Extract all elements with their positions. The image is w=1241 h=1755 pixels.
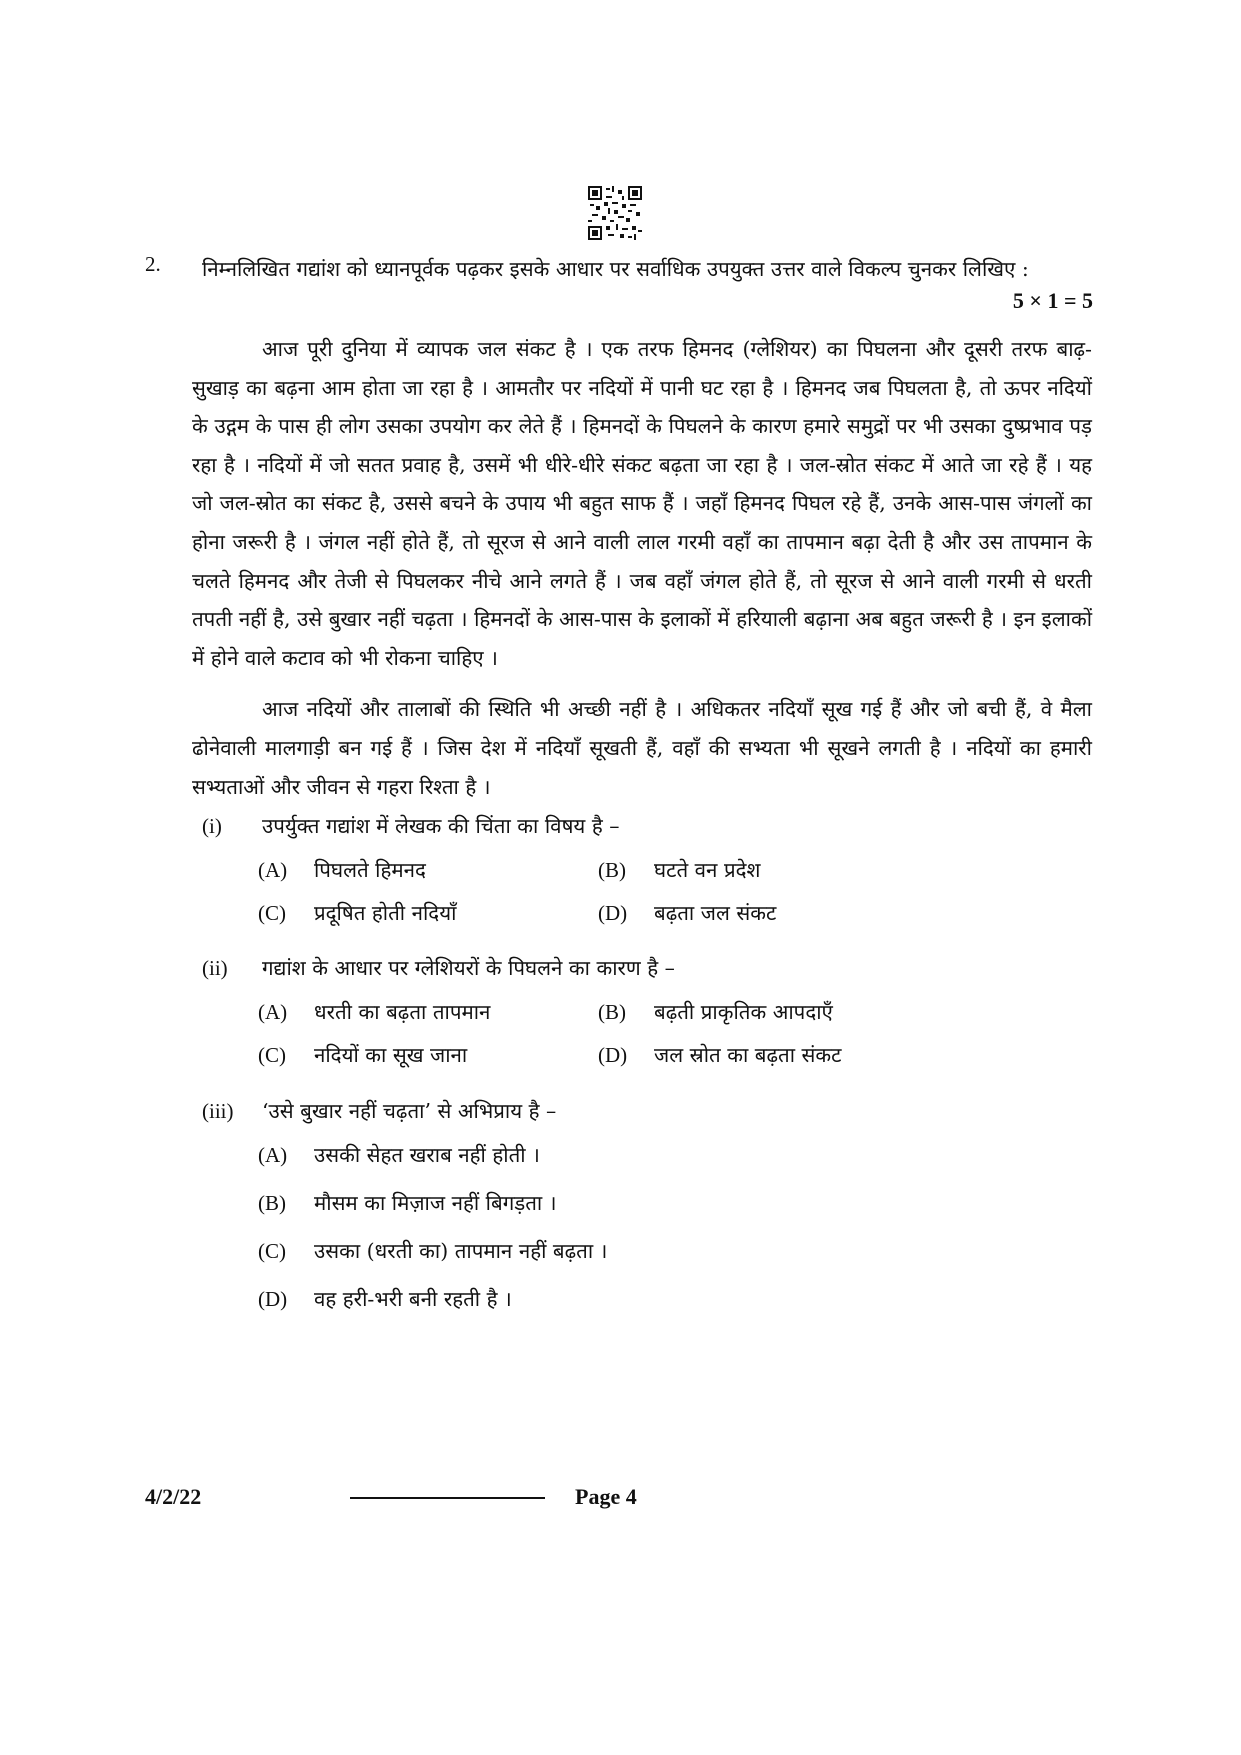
option-text: पिघलते हिमनद <box>314 858 426 882</box>
option[interactable] <box>258 1285 512 1313</box>
option-label: (D) <box>598 901 628 925</box>
option-text: मौसम का मिज़ाज नहीं बिगड़ता । <box>314 1191 557 1215</box>
option-text: उसका (धरती का) तापमान नहीं बढ़ता । <box>314 1239 608 1263</box>
subquestion-text: उपर्युक्त गद्यांश में लेखक की चिंता का विषय है – <box>262 814 620 838</box>
option-text: प्रदूषित होती नदियाँ <box>314 901 457 925</box>
passage-paragraph: आज नदियों और तालाबों की स्थिति भी अच्छी नहीं है । अधिकतर नदियाँ सूख गई हैं और जो बची हैं, वे मैला ढोनेवाली मालगाड़ी बन गई हैं । जिस देश में नदियाँ सूखती हैं, वहाँ की सभ्यता भी सूखने लगती है । नदियों का हमारी सभ्यताओं और जीवन से गहरा रिश्ता है । <box>192 697 1092 799</box>
subquestion <box>202 954 675 982</box>
passage-paragraph: आज पूरी दुनिया में व्यापक जल संकट है । एक तरफ हिमनद (ग्लेशियर) का पिघलना और दूसरी तरफ बाढ़-सुखाड़ का बढ़ना आम होता जा रहा है । आमतौर पर नदियों में पानी घट रहा है । हिमनद जब पिघलता है, तो ऊपर नदियों के उद्गम के पास ही लोग उसका उपयोग कर लेते हैं । हिमनदों के पिघलने के कारण हमारे समुद्रों पर भी उसका दुष्प्रभाव पड़ रहा है । नदियों में जो सतत प्रवाह है, उसमें भी धीरे-धीरे संकट बढ़ता जा रहा है । जल-स्रोत संकट में आते जा रहे हैं । यह जो जल-स्रोत का संकट है, उससे बचने के उपाय भी बहुत साफ हैं । जहाँ हिमनद पिघल रहे हैं, उनके आस-पास जंगलों का होना जरूरी है । जंगल नहीं होते हैं, तो सूरज से आने वाली लाल गरमी वहाँ का तापमान बढ़ा देती है और उस तापमान के चलते हिमनद और तेजी से पिघलकर नीचे आने लगते हैं । जब वहाँ जंगल होते हैं, तो सूरज से आने वाली गरमी से धरती तपती नहीं है, उसे बुखार नहीं चढ़ता । हिमनदों के आस-पास के इलाकों में हरियाली बढ़ाना अब बहुत जरूरी है । इन इलाकों में होने वाले कटाव को भी रोकना चाहिए । <box>192 337 1092 670</box>
footer-divider <box>350 1497 545 1499</box>
option[interactable] <box>598 899 776 927</box>
subquestion-label: (iii) <box>202 1099 234 1123</box>
option-label: (A) <box>258 1000 288 1024</box>
subquestion-text: गद्यांश के आधार पर ग्लेशियरों के पिघलने का कारण है – <box>262 956 675 980</box>
marks-allocation: 5 × 1 = 5 <box>1012 288 1093 313</box>
option-label: (C) <box>258 901 286 925</box>
qr-code <box>588 186 642 240</box>
option-text: नदियों का सूख जाना <box>314 1043 468 1067</box>
paper-code: 4/2/22 <box>145 1484 202 1509</box>
option[interactable] <box>258 899 456 927</box>
option[interactable] <box>258 856 426 884</box>
option[interactable] <box>598 998 833 1026</box>
subquestion <box>202 1097 556 1125</box>
option-text: बढ़ता जल संकट <box>654 901 777 925</box>
question-number: 2. <box>145 252 161 276</box>
passage <box>192 330 1092 806</box>
option-label: (B) <box>258 1191 286 1215</box>
option-label: (B) <box>598 858 626 882</box>
subquestion-label: (i) <box>202 814 222 838</box>
option-label: (C) <box>258 1043 286 1067</box>
option-text: घटते वन प्रदेश <box>654 858 761 882</box>
option-text: वह हरी-भरी बनी रहती है । <box>314 1287 512 1311</box>
option-label: (D) <box>598 1043 628 1067</box>
option-label: (B) <box>598 1000 626 1024</box>
subquestion-text: ‘उसे बुखार नहीं चढ़ता’ से अभिप्राय है – <box>262 1099 557 1123</box>
option-text: धरती का बढ़ता तापमान <box>314 1000 491 1024</box>
option[interactable] <box>258 1041 467 1069</box>
option-label: (A) <box>258 858 288 882</box>
option-text: बढ़ती प्राकृतिक आपदाएँ <box>654 1000 833 1024</box>
option[interactable] <box>258 1189 556 1217</box>
question-instruction: निम्नलिखित गद्यांश को ध्यानपूर्वक पढ़कर इसके आधार पर सर्वाधिक उपयुक्त उत्तर वाले विकल्प चुनकर लिखिए : <box>202 257 1029 281</box>
option-text: उसकी सेहत खराब नहीं होती । <box>314 1143 540 1167</box>
option[interactable] <box>258 998 490 1026</box>
option-label: (D) <box>258 1287 288 1311</box>
page-number: Page 4 <box>575 1484 637 1509</box>
option-label: (C) <box>258 1239 286 1263</box>
subquestion <box>202 812 619 840</box>
option-label: (A) <box>258 1143 288 1167</box>
subquestion-label: (ii) <box>202 956 228 980</box>
option[interactable] <box>258 1141 540 1169</box>
option[interactable] <box>598 856 760 884</box>
option-text: जल स्रोत का बढ़ता संकट <box>654 1043 842 1067</box>
option[interactable] <box>258 1237 607 1265</box>
option[interactable] <box>598 1041 841 1069</box>
